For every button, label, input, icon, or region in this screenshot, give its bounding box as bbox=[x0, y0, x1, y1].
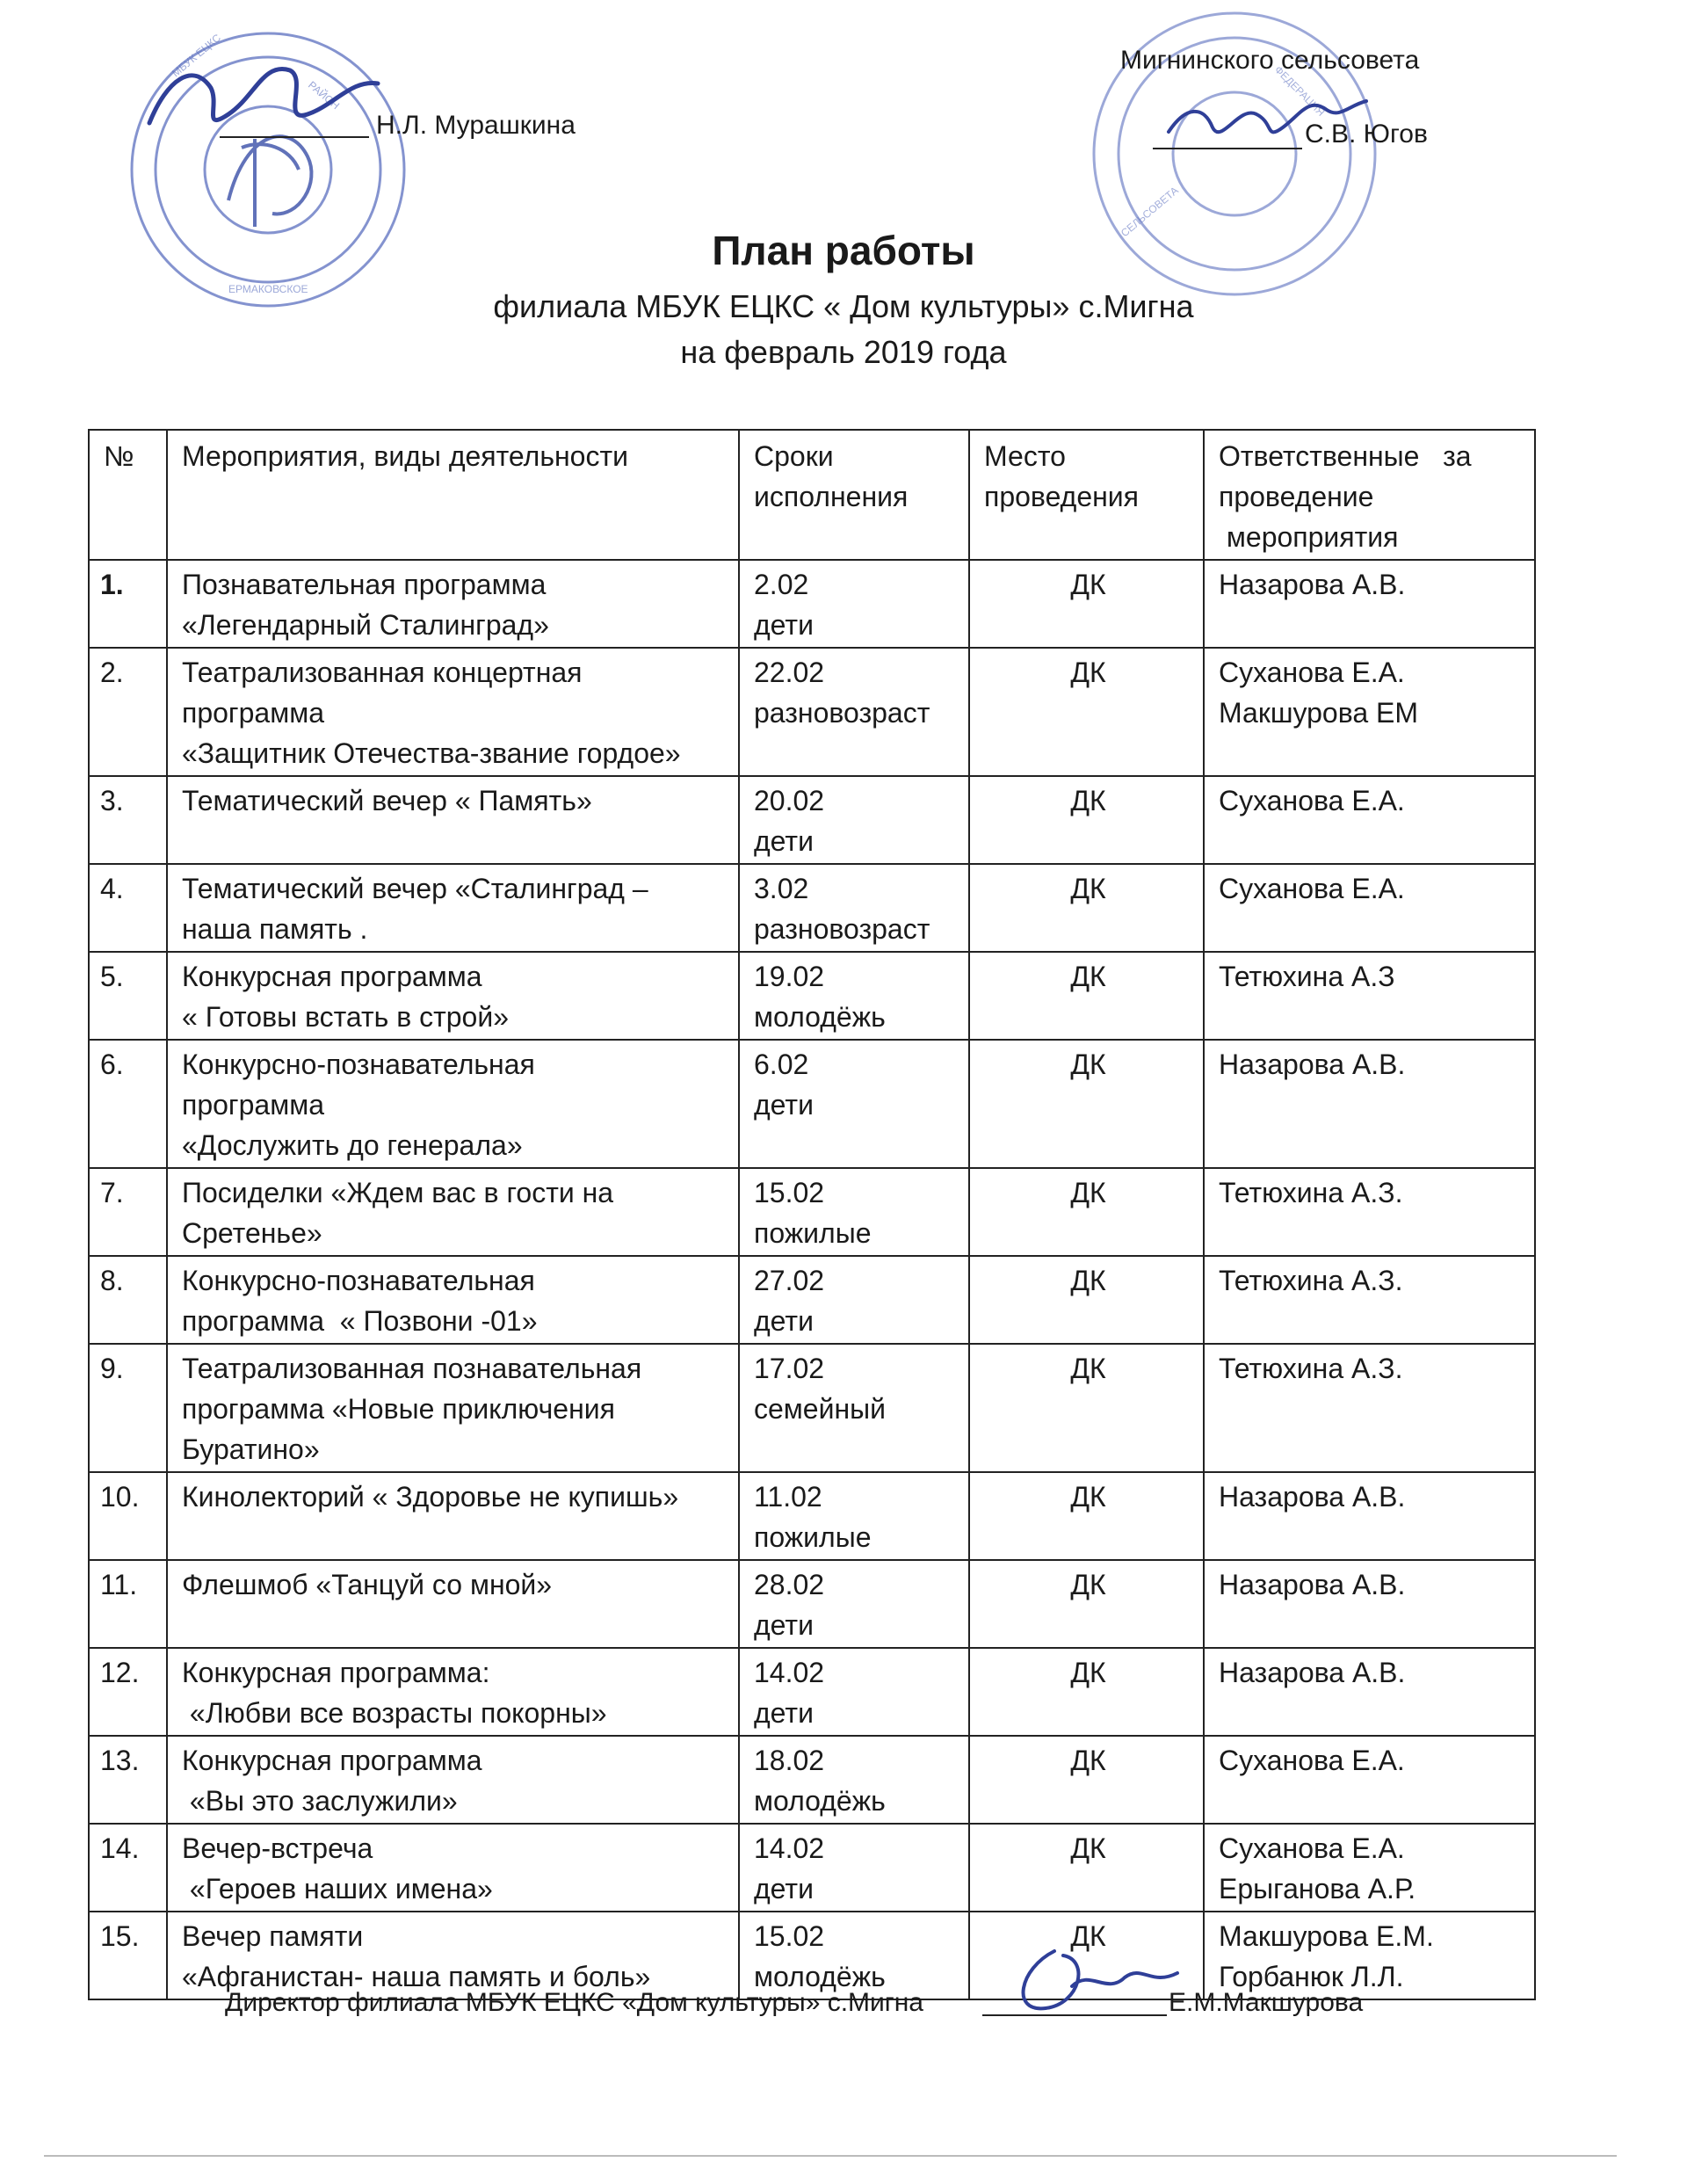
dates-cell-line: 27.02 bbox=[754, 1265, 825, 1296]
row-number: 10. bbox=[89, 1472, 167, 1560]
svg-text:МБУК ЕЦКС: МБУК ЕЦКС bbox=[169, 31, 223, 80]
responsible-cell bbox=[1204, 648, 1535, 776]
responsible-cell-line: Назарова А.В. bbox=[1219, 1481, 1406, 1513]
responsible-cell bbox=[1204, 1040, 1535, 1168]
event-cell-line: «Любви все возрасты покорны» bbox=[182, 1697, 607, 1729]
row-number: 6. bbox=[89, 1040, 167, 1168]
dates-cell bbox=[739, 776, 969, 864]
dates-cell-line: 3.02 bbox=[754, 873, 809, 904]
responsible-cell-line: Тетюхина А.З bbox=[1219, 961, 1395, 992]
responsible-cell-line: Тетюхина А.З. bbox=[1219, 1177, 1403, 1208]
responsible-cell-line: Макшурова Е.М. bbox=[1219, 1920, 1434, 1952]
dates-cell-line: молодёжь bbox=[754, 1001, 886, 1033]
dates-cell-line: 14.02 bbox=[754, 1657, 825, 1688]
responsible-cell bbox=[1204, 1648, 1535, 1736]
event-cell bbox=[167, 1912, 739, 1999]
event-cell bbox=[167, 648, 739, 776]
responsible-cell-line: Суханова Е.А. bbox=[1219, 785, 1405, 816]
doc-subtitle-period: на февраль 2019 года bbox=[680, 334, 1007, 370]
row-number: 3. bbox=[89, 776, 167, 864]
responsible-cell bbox=[1204, 1912, 1535, 1999]
event-cell-line: Флешмоб «Танцуй со мной» bbox=[182, 1569, 553, 1600]
svg-text:ФЕДЕРАЦИЯ: ФЕДЕРАЦИЯ bbox=[1271, 63, 1328, 119]
dates-cell-line: дети bbox=[754, 1873, 814, 1905]
event-cell bbox=[167, 864, 739, 952]
dates-cell bbox=[739, 560, 969, 648]
dates-cell-line: 22.02 bbox=[754, 657, 825, 688]
responsible-cell bbox=[1204, 1168, 1535, 1256]
dates-cell-line: 14.02 bbox=[754, 1832, 825, 1864]
page-bottom-rule bbox=[44, 2155, 1617, 2157]
responsible-cell-line: Тетюхина А.З. bbox=[1219, 1265, 1403, 1296]
table-row bbox=[89, 1472, 1535, 1560]
doc-subtitle-org: филиала МБУК ЕЦКС « Дом культуры» с.Мигна bbox=[493, 288, 1194, 324]
dates-cell bbox=[739, 864, 969, 952]
dates-cell-line: 20.02 bbox=[754, 785, 825, 816]
responsible-cell-line: Суханова Е.А. bbox=[1219, 1745, 1405, 1776]
header-responsible: Ответственные за проведение мероприятия bbox=[1204, 430, 1535, 560]
event-cell-line: «Защитник Отечества-звание гордое» bbox=[182, 737, 681, 769]
left-signature-line bbox=[220, 136, 369, 138]
dates-cell-line: 18.02 bbox=[754, 1745, 825, 1776]
event-cell bbox=[167, 1736, 739, 1824]
event-cell bbox=[167, 1824, 739, 1912]
event-cell-line: Тематический вечер « Память» bbox=[182, 785, 592, 816]
row-number: 1. bbox=[89, 560, 167, 648]
footer-signature-line bbox=[982, 2014, 1167, 2016]
event-cell bbox=[167, 1040, 739, 1168]
place-cell: ДК bbox=[969, 648, 1204, 776]
row-number: 13. bbox=[89, 1736, 167, 1824]
row-number: 12. bbox=[89, 1648, 167, 1736]
place-cell: ДК bbox=[969, 776, 1204, 864]
dates-cell bbox=[739, 1344, 969, 1472]
place-cell: ДК bbox=[969, 1040, 1204, 1168]
responsible-cell bbox=[1204, 1472, 1535, 1560]
footer-director-name: Е.М.Макшурова bbox=[1169, 1988, 1364, 2017]
header-event: Мероприятия, виды деятельности bbox=[167, 430, 739, 560]
table-header-row bbox=[89, 430, 1535, 560]
event-cell-line: «Легендарный Сталинград» bbox=[182, 609, 549, 641]
place-cell: ДК bbox=[969, 864, 1204, 952]
doc-title: План работы bbox=[712, 228, 975, 273]
responsible-cell bbox=[1204, 1736, 1535, 1824]
event-cell-line: Конкурсно-познавательная bbox=[182, 1048, 535, 1080]
event-cell-line: программа « Позвони -01» bbox=[182, 1305, 538, 1337]
dates-cell-line: дети bbox=[754, 1305, 814, 1337]
dates-cell bbox=[739, 952, 969, 1040]
responsible-cell-line: Суханова Е.А. bbox=[1219, 1832, 1405, 1864]
dates-cell bbox=[739, 1824, 969, 1912]
dates-cell-line: 19.02 bbox=[754, 961, 825, 992]
responsible-cell bbox=[1204, 952, 1535, 1040]
event-cell-line: Конкурсно-познавательная bbox=[182, 1265, 535, 1296]
place-cell: ДК bbox=[969, 1344, 1204, 1472]
right-approver-name: С.В. Югов bbox=[1305, 120, 1428, 149]
event-cell-line: Познавательная программа bbox=[182, 569, 547, 600]
responsible-cell bbox=[1204, 1824, 1535, 1912]
table-row bbox=[89, 560, 1535, 648]
svg-text:СЕЛЬСОВЕТА: СЕЛЬСОВЕТА bbox=[1118, 184, 1181, 240]
row-number: 9. bbox=[89, 1344, 167, 1472]
dates-cell bbox=[739, 1168, 969, 1256]
dates-cell-line: молодёжь bbox=[754, 1961, 886, 1992]
event-cell-line: Конкурсная программа bbox=[182, 961, 482, 992]
event-cell-line: программа «Новые приключения bbox=[182, 1393, 615, 1425]
svg-text:РАЙОН: РАЙОН bbox=[306, 78, 343, 112]
row-number: 14. bbox=[89, 1824, 167, 1912]
event-cell-line: программа bbox=[182, 1089, 324, 1121]
place-cell: ДК bbox=[969, 1256, 1204, 1344]
responsible-cell-line: Ерыганова А.Р. bbox=[1219, 1873, 1416, 1905]
event-cell-line: «Дослужить до генерала» bbox=[182, 1129, 523, 1161]
dates-cell-line: 17.02 bbox=[754, 1353, 825, 1384]
dates-cell-line: дети bbox=[754, 1609, 814, 1641]
dates-cell bbox=[739, 1736, 969, 1824]
row-number: 8. bbox=[89, 1256, 167, 1344]
header-num: № bbox=[89, 430, 167, 560]
responsible-cell-line: Суханова Е.А. bbox=[1219, 873, 1405, 904]
dates-cell bbox=[739, 1040, 969, 1168]
event-cell-line: Театрализованная познавательная bbox=[182, 1353, 642, 1384]
event-cell bbox=[167, 1648, 739, 1736]
event-cell-line: Вечер памяти bbox=[182, 1920, 364, 1952]
dates-cell-line: 11.02 bbox=[754, 1481, 822, 1513]
table-row bbox=[89, 1560, 1535, 1648]
responsible-cell-line: Назарова А.В. bbox=[1219, 1569, 1406, 1600]
row-number: 7. bbox=[89, 1168, 167, 1256]
event-cell bbox=[167, 1168, 739, 1256]
responsible-cell-line: Суханова Е.А. bbox=[1219, 657, 1405, 688]
table-row bbox=[89, 1824, 1535, 1912]
event-cell bbox=[167, 1560, 739, 1648]
event-cell-line: Посиделки «Ждем вас в гости на bbox=[182, 1177, 614, 1208]
left-approver-name: Н.Л. Мурашкина bbox=[376, 111, 576, 140]
responsible-cell-line: Назарова А.В. bbox=[1219, 569, 1406, 600]
dates-cell-line: молодёжь bbox=[754, 1785, 886, 1817]
table-row bbox=[89, 648, 1535, 776]
event-cell bbox=[167, 1472, 739, 1560]
table-row bbox=[89, 864, 1535, 952]
table-row bbox=[89, 1040, 1535, 1168]
row-number: 5. bbox=[89, 952, 167, 1040]
table-row bbox=[89, 1256, 1535, 1344]
table-row bbox=[89, 1912, 1535, 1999]
responsible-cell bbox=[1204, 776, 1535, 864]
responsible-cell-line: Макшурова ЕМ bbox=[1219, 697, 1419, 729]
responsible-cell-line: Назарова А.В. bbox=[1219, 1048, 1406, 1080]
table-row bbox=[89, 1648, 1535, 1736]
dates-cell bbox=[739, 1912, 969, 1999]
event-cell-line: Тематический вечер «Сталинград – bbox=[182, 873, 648, 904]
event-cell-line: Кинолекторий « Здоровье не купишь» bbox=[182, 1481, 679, 1513]
place-cell: ДК bbox=[969, 1168, 1204, 1256]
row-number: 2. bbox=[89, 648, 167, 776]
header-place: Место проведения bbox=[969, 430, 1204, 560]
dates-cell-line: 6.02 bbox=[754, 1048, 809, 1080]
dates-cell-line: разновозраст bbox=[754, 913, 930, 945]
dates-cell-line: дети bbox=[754, 609, 814, 641]
responsible-cell bbox=[1204, 1560, 1535, 1648]
left-signature bbox=[132, 44, 395, 149]
right-org-name: Мигнинского сельсовета bbox=[1120, 46, 1420, 75]
event-cell-line: Конкурсная программа bbox=[182, 1745, 482, 1776]
dates-cell bbox=[739, 1472, 969, 1560]
event-cell-line: «Афганистан- наша память и боль» bbox=[182, 1961, 651, 1992]
dates-cell-line: дети bbox=[754, 1089, 814, 1121]
event-cell-line: Театрализованная концертная bbox=[182, 657, 583, 688]
row-number: 15. bbox=[89, 1912, 167, 1999]
dates-cell-line: разновозраст bbox=[754, 697, 930, 729]
dates-cell-line: 28.02 bbox=[754, 1569, 825, 1600]
place-cell: ДК bbox=[969, 1736, 1204, 1824]
dates-cell-line: дети bbox=[754, 1697, 814, 1729]
dates-cell bbox=[739, 648, 969, 776]
dates-cell-line: 15.02 bbox=[754, 1920, 825, 1952]
responsible-cell bbox=[1204, 560, 1535, 648]
event-cell bbox=[167, 1256, 739, 1344]
place-cell: ДК bbox=[969, 560, 1204, 648]
footer-director-title: Директор филиала МБУК ЕЦКС «Дом культуры» с.Мигна bbox=[225, 1988, 923, 2017]
dates-cell-line: семейный bbox=[754, 1393, 887, 1425]
event-cell-line: Буратино» bbox=[182, 1433, 320, 1465]
responsible-cell-line: Горбанюк Л.Л. bbox=[1219, 1961, 1404, 1992]
dates-cell-line: 2.02 bbox=[754, 569, 809, 600]
dates-cell-line: дети bbox=[754, 825, 814, 857]
place-cell: ДК bbox=[969, 952, 1204, 1040]
event-cell bbox=[167, 560, 739, 648]
svg-text:ЕРМАКОВСКОЕ: ЕРМАКОВСКОЕ bbox=[228, 283, 308, 295]
table-row bbox=[89, 952, 1535, 1040]
dates-cell-line: пожилые bbox=[754, 1217, 872, 1249]
dates-cell bbox=[739, 1256, 969, 1344]
place-cell: ДК bbox=[969, 1648, 1204, 1736]
table-row bbox=[89, 1168, 1535, 1256]
dates-cell-line: 15.02 bbox=[754, 1177, 825, 1208]
table-row bbox=[89, 1736, 1535, 1824]
table-row bbox=[89, 1344, 1535, 1472]
header-dates: Сроки исполнения bbox=[739, 430, 969, 560]
row-number: 11. bbox=[89, 1560, 167, 1648]
row-number: 4. bbox=[89, 864, 167, 952]
right-signature-line bbox=[1153, 148, 1302, 149]
responsible-cell bbox=[1204, 864, 1535, 952]
event-cell-line: Сретенье» bbox=[182, 1217, 322, 1249]
event-cell bbox=[167, 776, 739, 864]
dates-cell bbox=[739, 1560, 969, 1648]
event-cell-line: наша память . bbox=[182, 913, 368, 945]
responsible-cell bbox=[1204, 1344, 1535, 1472]
plan-table bbox=[88, 429, 1536, 2000]
event-cell-line: Вечер-встреча bbox=[182, 1832, 373, 1864]
place-cell: ДК bbox=[969, 1912, 1204, 1999]
responsible-cell bbox=[1204, 1256, 1535, 1344]
event-cell-line: Конкурсная программа: bbox=[182, 1657, 490, 1688]
responsible-cell-line: Тетюхина А.З. bbox=[1219, 1353, 1403, 1384]
event-cell-line: « Готовы встать в строй» bbox=[182, 1001, 510, 1033]
event-cell-line: «Героев наших имена» bbox=[182, 1873, 493, 1905]
place-cell: ДК bbox=[969, 1472, 1204, 1560]
responsible-cell-line: Назарова А.В. bbox=[1219, 1657, 1406, 1688]
place-cell: ДК bbox=[969, 1560, 1204, 1648]
table-row bbox=[89, 776, 1535, 864]
place-cell: ДК bbox=[969, 1824, 1204, 1912]
event-cell bbox=[167, 1344, 739, 1472]
event-cell bbox=[167, 952, 739, 1040]
dates-cell-line: пожилые bbox=[754, 1521, 872, 1553]
dates-cell bbox=[739, 1648, 969, 1736]
event-cell-line: «Вы это заслужили» bbox=[182, 1785, 458, 1817]
event-cell-line: программа bbox=[182, 697, 324, 729]
